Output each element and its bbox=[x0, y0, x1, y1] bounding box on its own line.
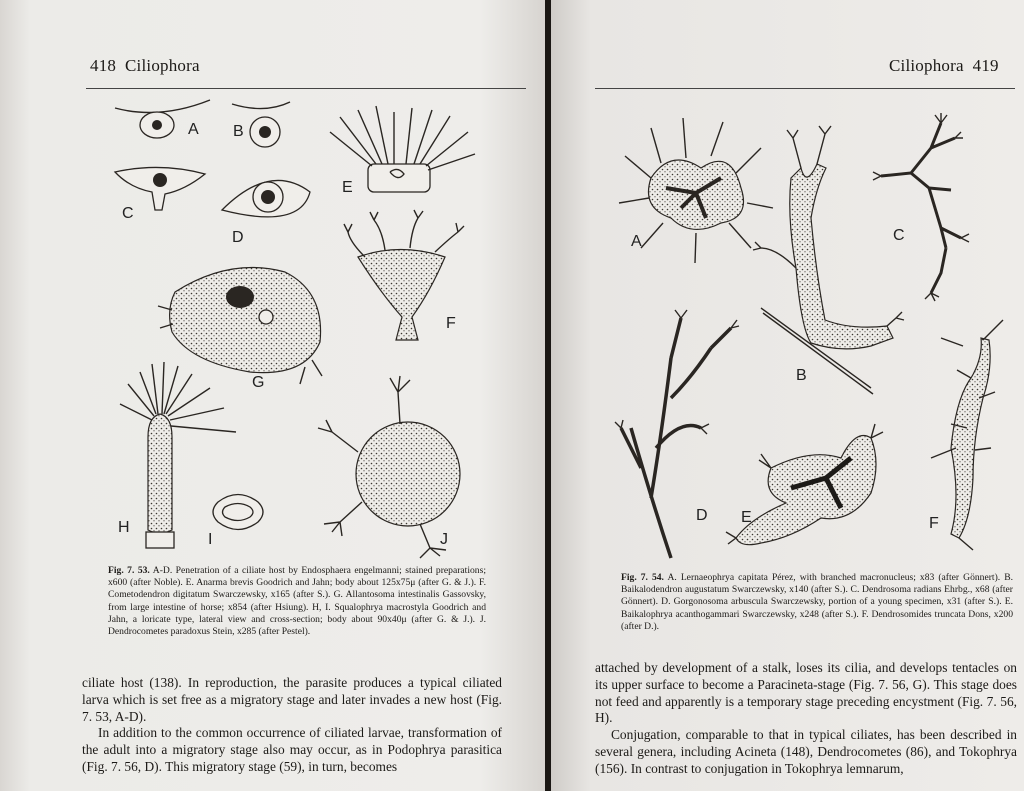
fig-54d-branches bbox=[621, 318, 731, 558]
fig-h-lorica bbox=[148, 414, 172, 533]
fig-b-nucleus bbox=[259, 126, 271, 138]
fig-e-tentacles bbox=[330, 106, 475, 170]
left-header-rule bbox=[86, 88, 526, 89]
fig54-label-b: B bbox=[796, 367, 807, 384]
fig-label-j: J bbox=[440, 531, 448, 548]
right-page-number: 419 bbox=[972, 56, 999, 75]
fig-label-e: E bbox=[342, 179, 353, 196]
caption-label-7-54: Fig. 7. 54. bbox=[621, 572, 664, 583]
left-running-head bbox=[90, 56, 200, 76]
fig-j-body bbox=[356, 422, 460, 526]
left-paragraph-1: ciliate host (138). In reproduction, the parasite produces a typical ciliated larva which is set free as a migratory stage and later invades a new host (Fig. 7. 53, A-D). bbox=[82, 675, 502, 724]
right-page bbox=[551, 0, 1024, 791]
fig-h-stalk bbox=[146, 532, 174, 548]
right-running-head bbox=[889, 56, 999, 76]
figure-7-54-plate bbox=[611, 98, 1021, 568]
fig-g-body bbox=[170, 268, 321, 373]
fig54-label-f: F bbox=[929, 515, 939, 532]
left-paragraph-2: In addition to the common occurrence of ciliated larvae, transformation of the adult into a migratory stage also may occur, as in Podophrya parasitica (Fig. 7. 56, D). This migratory stage (59), in turn, becomes bbox=[82, 725, 502, 774]
fig-g-vacuole bbox=[259, 310, 273, 324]
fig-label-c: C bbox=[122, 205, 134, 222]
right-body-text bbox=[595, 660, 1017, 778]
fig-label-i: I bbox=[208, 531, 213, 548]
left-body-text bbox=[82, 675, 502, 776]
left-page-number: 418 bbox=[90, 56, 117, 75]
fig-54b-body bbox=[790, 164, 893, 349]
right-header-rule bbox=[595, 88, 1015, 89]
fig-54e-body bbox=[736, 436, 876, 545]
left-header-title: Ciliophora bbox=[125, 56, 200, 75]
right-paragraph-1: attached by development of a stalk, loses its cilia, and develops tentacles on its upper surface to become a Paracineta-stage (Fig. 7. 56, G). This stage does not feed and apparently is a temporary stage preceding encystment (Fig. 7. 56, H). bbox=[595, 660, 1017, 726]
caption-label-7-53: Fig. 7. 53. bbox=[108, 565, 150, 576]
caption-text-7-54: A. Lernaeophrya capitata Pérez, with branched macronucleus; x83 (after Gönnert). B. Baikalodendron augustatum Swarczewsky, x140 (after S.). C. Dendrosoma radians Ehrbg., x68 (after Gönnert). D. Gorgonosoma arbuscula Swarczewsky, portion of a young specimen, x31 (after S.). E. Baikalophrya acanthogammari Swarczewsky, x248 (after S.). F. Dendrosomides truncata Dons, x200 (after D.). bbox=[621, 572, 1013, 632]
fig-label-d: D bbox=[232, 229, 244, 246]
fig54-label-e: E bbox=[741, 509, 752, 526]
fig-label-f: F bbox=[446, 315, 456, 332]
fig-b-host-outline bbox=[232, 102, 290, 109]
figure-7-53-drawing bbox=[100, 92, 500, 562]
caption-text-7-53: A-D. Penetration of a ciliate host by Endosphaera engelmanni; stained preparations; x600 (after Noble). E. Anarma brevis Goodrich and Jahn; body about 125x75μ (after G. & J.). F. Cometodendron digitatum Swarczewsky, x165 (after S.). G. Allantosoma intestinalis Gassovsky, from large intestine of horse; x854 (after Hsiung). H, I. Squalophrya macrostyla Goodrich and Jahn, a loricate type, lateral view and cross-section; body about 90x40μ (after G. & J.). J. Dendrocometes paradoxus Stein, x285 (after Pestel). bbox=[108, 565, 486, 638]
right-paragraph-2: Conjugation, comparable to that in typical ciliates, has been described in several genera, including Acineta (148), Dendrocometes (86), and Tokophrya (156). In contrast to conjugation in Tokophrya lemnarum, bbox=[595, 727, 1017, 776]
fig-c-nucleus bbox=[153, 173, 167, 187]
figure-7-53-plate bbox=[100, 92, 500, 562]
fig-f-body bbox=[358, 250, 445, 341]
fig54-label-a: A bbox=[631, 233, 642, 250]
fig-label-a: A bbox=[188, 121, 199, 138]
fig-g-nucleus bbox=[226, 286, 254, 308]
fig54-label-d: D bbox=[696, 507, 708, 524]
fig-a-host-outline bbox=[115, 100, 210, 113]
fig-54f-body bbox=[951, 338, 990, 538]
figure-7-54-drawing bbox=[611, 98, 1021, 568]
fig-label-g: G bbox=[252, 374, 265, 391]
fig-54b-branches bbox=[753, 126, 904, 394]
fig-label-h: H bbox=[118, 519, 130, 536]
fig-h-tentacles bbox=[120, 362, 236, 432]
fig54-label-c: C bbox=[893, 227, 905, 244]
fig-label-b: B bbox=[233, 123, 244, 140]
fig-a-nucleus bbox=[152, 120, 162, 130]
fig-d-nucleus bbox=[261, 190, 275, 204]
fig-54c-tentacle-tufts bbox=[873, 113, 969, 301]
figure-7-53-caption bbox=[108, 565, 486, 638]
figure-7-54-caption bbox=[621, 572, 1013, 633]
right-header-title: Ciliophora bbox=[889, 56, 964, 75]
fig-54c-branches bbox=[881, 123, 961, 293]
fig-i-inner bbox=[223, 504, 254, 521]
